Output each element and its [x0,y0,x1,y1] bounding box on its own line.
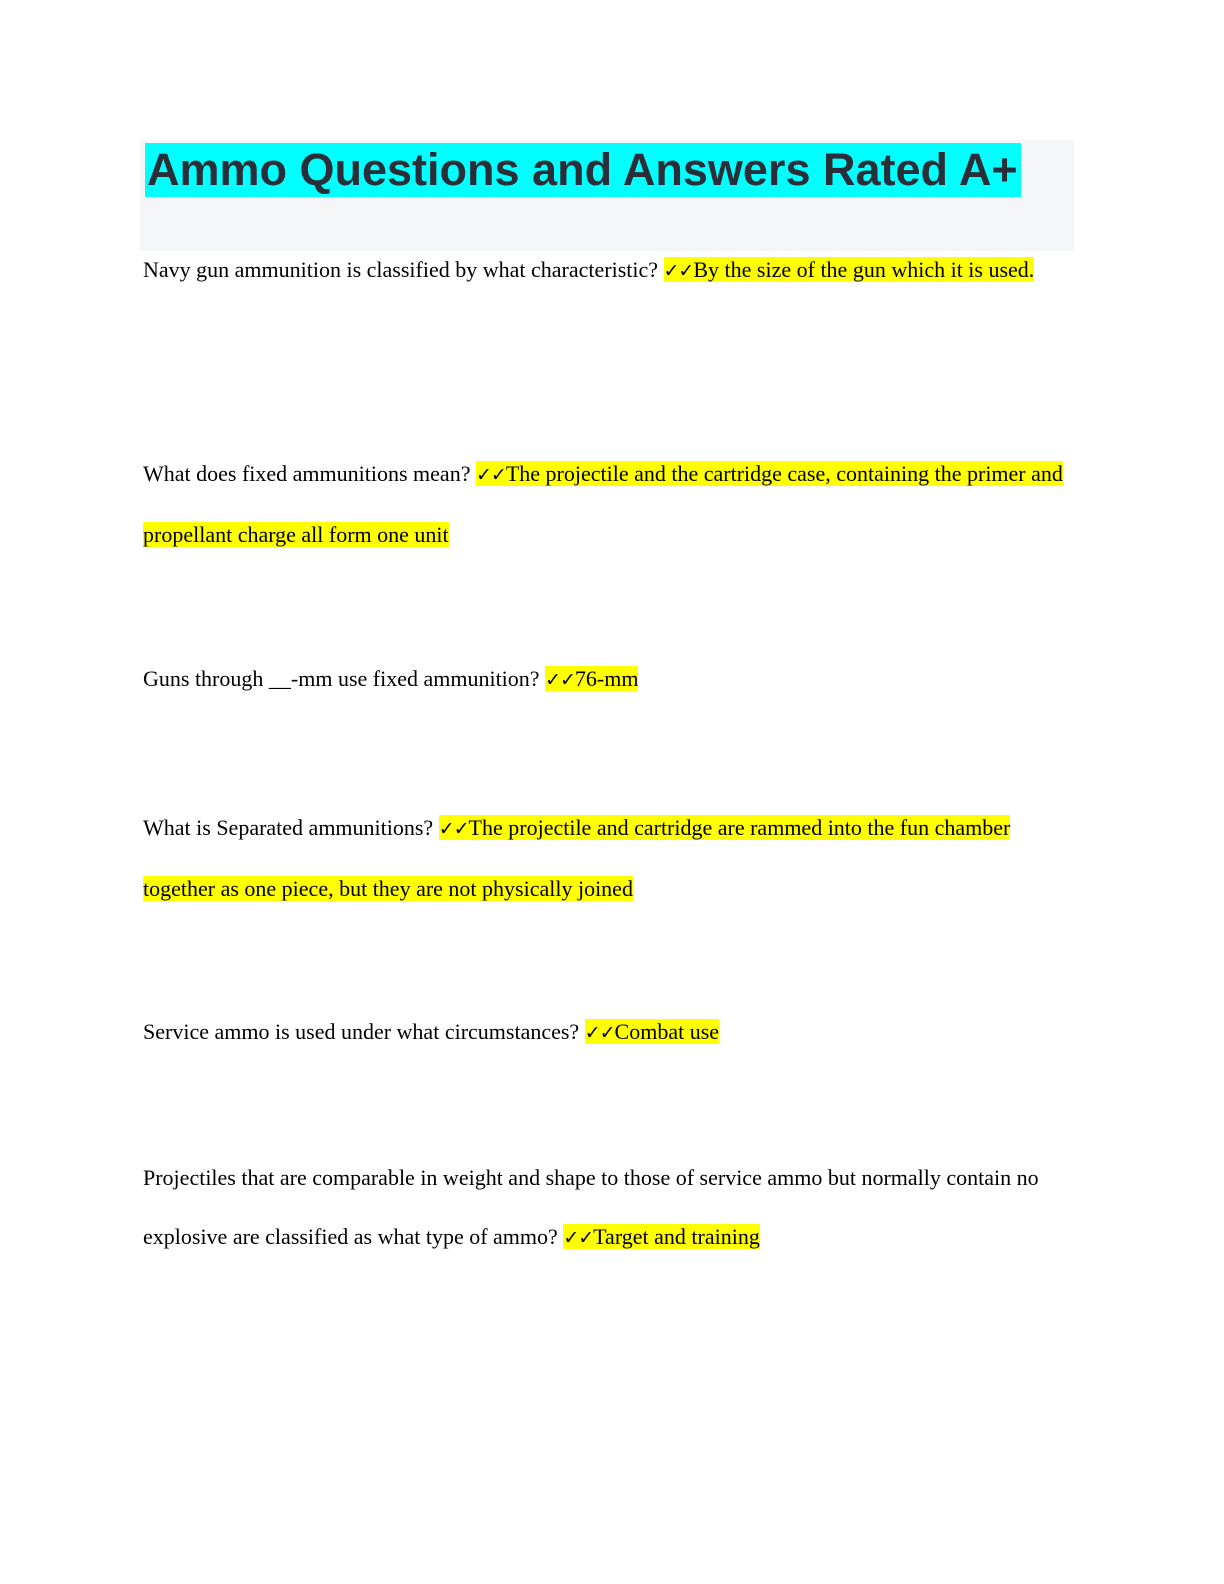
check-mark-icon: ✓✓ [563,1227,594,1249]
answer-text: The projectile and the cartridge case, containing the primer and propellant charge all form one unit [143,461,1063,547]
question-text: Guns through __-mm use fixed ammunition? [143,666,540,691]
qa-item [143,798,1073,918]
check-mark-icon: ✓✓ [438,818,469,840]
answer-text: The projectile and cartridge are rammed into the fun chamber together as one piece, but they are not physically joined [143,815,1011,901]
check-mark-icon: ✓✓ [545,669,575,691]
qa-item [143,1002,1073,1063]
answer-highlight [664,257,1035,282]
question-text: What is Separated ammunitions? [143,815,434,840]
question-text: Projectiles that are comparable in weight and shape to those of service ammo but normally contain no explosive are classified as what type of ammo? [143,1165,1039,1249]
answer-text: Combat use [614,1019,720,1044]
answer-highlight [545,666,638,691]
question-text: Service ammo is used under what circumstances? [143,1019,580,1044]
answer-highlight [563,1224,760,1249]
qa-item [143,1148,1073,1268]
check-mark-icon: ✓✓ [663,260,694,282]
document-title: Ammo Questions and Answers Rated A+ [145,143,1021,197]
answer-text: Target and training [593,1224,760,1249]
qa-item [143,649,1073,710]
question-text: What does fixed ammunitions mean? [143,461,471,486]
check-mark-icon: ✓✓ [584,1022,615,1044]
check-mark-icon: ✓✓ [475,464,506,486]
answer-highlight [585,1019,719,1044]
qa-item [143,444,1073,564]
answer-text: 76-mm [574,666,639,691]
answer-text: By the size of the gun which it is used. [693,257,1035,282]
question-text: Navy gun ammunition is classified by what characteristic? [143,257,659,282]
qa-item [143,240,1073,301]
